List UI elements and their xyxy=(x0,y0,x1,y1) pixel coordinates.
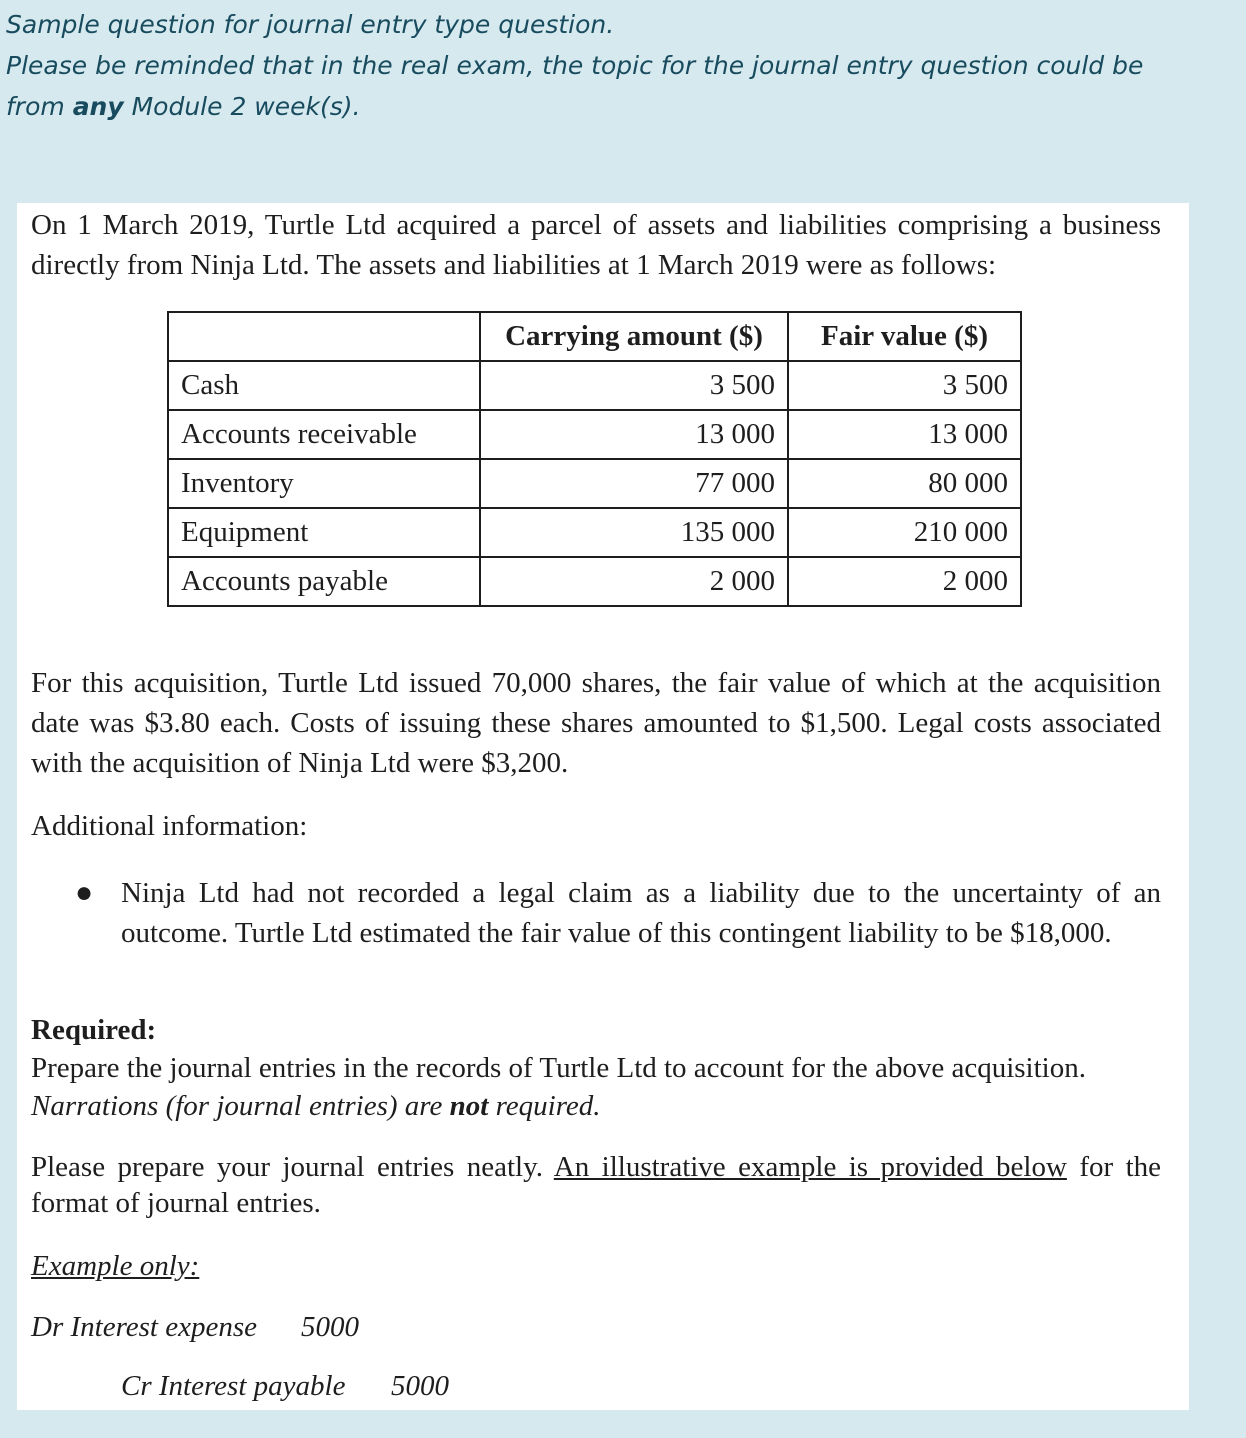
credit-amount: 5000 xyxy=(391,1370,449,1402)
table-cell: Accounts receivable xyxy=(168,410,480,459)
narrations-emphasis: not xyxy=(449,1090,489,1122)
table-cell: 80 000 xyxy=(788,459,1021,508)
table-row xyxy=(168,557,1021,606)
table-header: Carrying amount ($) xyxy=(480,312,788,361)
debit-amount: 5000 xyxy=(301,1311,359,1343)
banner-line-3: from any Module 2 week(s). xyxy=(6,92,361,121)
table-cell: Cash xyxy=(168,361,480,410)
narrations-note: Narrations (for journal entries) are not required. xyxy=(31,1090,601,1122)
credit-account: Cr Interest payable xyxy=(121,1370,346,1402)
example-debit-line xyxy=(31,1307,1161,1347)
table-cell: 13 000 xyxy=(480,410,788,459)
table-cell: Accounts payable xyxy=(168,557,480,606)
table-cell: 3 500 xyxy=(788,361,1021,410)
table-cell: 3 500 xyxy=(480,361,788,410)
banner-line-1: Sample question for journal entry type question. xyxy=(6,10,615,39)
instruction-banner xyxy=(6,4,1226,127)
bullet-text: Ninja Ltd had not recorded a legal claim as a liability due to the uncertainty of an outcome. Turtle Ltd estimated the fair value of this contingent liability to be $18,000. xyxy=(121,877,1161,949)
table-cell: 210 000 xyxy=(788,508,1021,557)
table-cell: 2 000 xyxy=(788,557,1021,606)
table-cell: Equipment xyxy=(168,508,480,557)
table-cell: Inventory xyxy=(168,459,480,508)
assets-liabilities-table xyxy=(167,311,1022,607)
example-credit-line xyxy=(121,1366,1246,1406)
example-label: Example only: xyxy=(31,1250,200,1282)
table-header: Fair value ($) xyxy=(788,312,1021,361)
question-image xyxy=(17,203,1189,1410)
banner-line-2: Please be reminded that in the real exam, the topic for the journal entry question could be xyxy=(6,51,1144,80)
table-row xyxy=(168,410,1021,459)
additional-info-label: Additional information: xyxy=(31,810,308,842)
debit-account: Dr Interest expense xyxy=(31,1311,258,1343)
required-text: Prepare the journal entries in the records of Turtle Ltd to account for the above acquisition. xyxy=(31,1052,1086,1084)
table-cell: 2 000 xyxy=(480,557,788,606)
intro-paragraph: On 1 March 2019, Turtle Ltd acquired a parcel of assets and liabilities comprising a business directly from Ninja Ltd. The assets and liabilities at 1 March 2019 were as follows: xyxy=(31,209,1161,281)
table-cell: 135 000 xyxy=(480,508,788,557)
required-label: Required: xyxy=(31,1014,157,1046)
bullet-item xyxy=(75,873,1161,953)
table-header-row xyxy=(168,312,1021,361)
neatness-paragraph: Please prepare your journal entries neatly. An illustrative example is provided below for the format of journal entries. xyxy=(31,1151,1161,1219)
table-header xyxy=(168,312,480,361)
banner-emphasis: any xyxy=(72,92,124,121)
illustrative-example-link: An illustrative example is provided below xyxy=(553,1151,1067,1183)
table-cell: 77 000 xyxy=(480,459,788,508)
table-row xyxy=(168,459,1021,508)
table-row xyxy=(168,361,1021,410)
bullet-icon: ● xyxy=(75,876,94,909)
table-cell: 13 000 xyxy=(788,410,1021,459)
table-row xyxy=(168,508,1021,557)
acquisition-paragraph: For this acquisition, Turtle Ltd issued 70,000 shares, the fair value of which at the acquisition date was $3.80 each. Costs of issuing these shares amounted to $1,500. Legal costs associated with the acquisition of Ninja Ltd were $3,200. xyxy=(31,667,1161,779)
required-section xyxy=(31,1011,1161,1125)
